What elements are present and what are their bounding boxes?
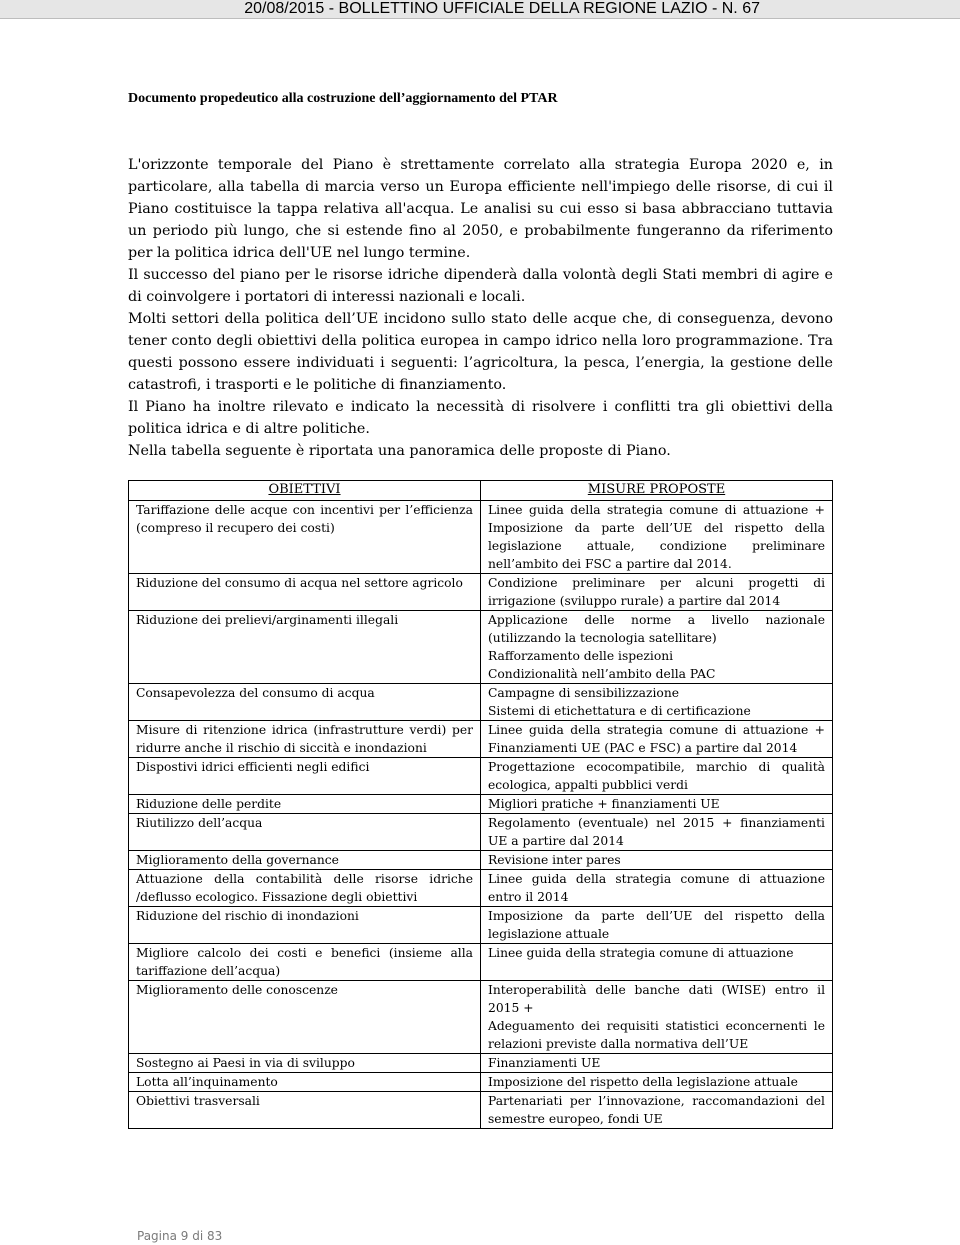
objective-cell: Riduzione dei prelievi/arginamenti illegali [129,611,481,684]
table-row [129,1092,833,1129]
page-number: Pagina 9 di 83 [137,1229,223,1243]
measure-cell: Applicazione delle norme a livello nazionale (utilizzando la tecnologia satellitare) Rafforzamento delle ispezioni Condizionalità nell’ambito della PAC [481,611,833,684]
proposals-table [128,480,833,1129]
table-row [129,611,833,684]
table-row [129,944,833,981]
table-header-row [129,481,833,501]
table-row [129,795,833,814]
table-row [129,814,833,851]
paragraph-5: Nella tabella seguente è riportata una panoramica delle proposte di Piano. [128,443,671,459]
measure-cell: Partenariati per l’innovazione, raccomandazioni del semestre europeo, fondi UE [481,1092,833,1129]
paragraph-3: Molti settori della politica dell’UE incidono sullo stato delle acque che, di conseguenza, devono tener conto degli obiettivi della politica europea in campo idrico nella loro programmazione. Tra questi possono essere individuati i seguenti: l’agricoltura, la pesca, l’energia, la gestione delle catastrofi, i trasporti e le politiche di finanziamento. [128,311,833,393]
objective-cell: Obiettivi trasversali [129,1092,481,1129]
objective-cell: Lotta all’inquinamento [129,1073,481,1092]
measure-cell: Regolamento (eventuale) nel 2015 + finanziamenti UE a partire dal 2014 [481,814,833,851]
table-row [129,574,833,611]
table-row [129,758,833,795]
objective-cell: Migliore calcolo dei costi e benefici (insieme alla tariffazione dell’acqua) [129,944,481,981]
header-obiettivi: OBIETTIVI [129,481,481,501]
measure-cell: Linee guida della strategia comune di attuazione entro il 2014 [481,870,833,907]
objective-cell: Dispostivi idrici efficienti negli edifici [129,758,481,795]
table-row [129,501,833,574]
objective-cell: Riduzione delle perdite [129,795,481,814]
table-row [129,684,833,721]
table-row [129,981,833,1054]
table-row [129,1073,833,1092]
objective-cell: Riduzione del consumo di acqua nel settore agricolo [129,574,481,611]
document-title: Documento propedeutico alla costruzione dell’aggiornamento del PTAR [128,91,558,106]
measure-cell: Revisione inter pares [481,851,833,870]
measure-cell: Imposizione da parte dell’UE del rispetto della legislazione attuale [481,907,833,944]
table-row [129,870,833,907]
measure-cell: Condizione preliminare per alcuni progetti di irrigazione (sviluppo rurale) a partire dal 2014 [481,574,833,611]
objective-cell: Attuazione della contabilità delle risorse idriche /deflusso ecologico. Fissazione degli obiettivi [129,870,481,907]
table-row [129,1054,833,1073]
objective-cell: Riduzione del rischio di inondazioni [129,907,481,944]
measure-cell: Linee guida della strategia comune di attuazione [481,944,833,981]
bulletin-header: 20/08/2015 - BOLLETTINO UFFICIALE DELLA REGIONE LAZIO - N. 67 [244,0,760,17]
objective-cell: Miglioramento della governance [129,851,481,870]
objective-cell: Misure di ritenzione idrica (infrastrutture verdi) per ridurre anche il rischio di siccità e inondazioni [129,721,481,758]
table-row [129,851,833,870]
objective-cell: Consapevolezza del consumo di acqua [129,684,481,721]
measure-cell: Linee guida della strategia comune di attuazione + Imposizione da parte dell’UE del rispetto della legislazione attuale, condizione preliminare nell’ambito dei FSC a partire dal 2014. [481,501,833,574]
paragraph-2: Il successo del piano per le risorse idriche dipenderà dalla volontà degli Stati membri di agire e di coinvolgere i portatori di interessi nazionali e locali. [128,267,833,305]
measure-cell: Interoperabilità delle banche dati (WISE) entro il 2015 + Adeguamento dei requisiti statistici econcernenti le relazioni previste dalla normativa dell’UE [481,981,833,1054]
objective-cell: Tariffazione delle acque con incentivi per l’efficienza (compreso il recupero dei costi) [129,501,481,574]
table-body [129,501,833,1129]
objective-cell: Miglioramento delle conoscenze [129,981,481,1054]
objective-cell: Riutilizzo dell’acqua [129,814,481,851]
table-row [129,721,833,758]
paragraph-4: Il Piano ha inoltre rilevato e indicato la necessità di risolvere i conflitti tra gli obiettivi della politica idrica e di altre politiche. [128,399,833,437]
objective-cell: Sostegno ai Paesi in via di sviluppo [129,1054,481,1073]
measure-cell: Linee guida della strategia comune di attuazione + Finanziamenti UE (PAC e FSC) a partire dal 2014 [481,721,833,758]
measure-cell: Progettazione ecocompatibile, marchio di qualità ecologica, appalti pubblici verdi [481,758,833,795]
measure-cell: Imposizione del rispetto della legislazione attuale [481,1073,833,1092]
paragraph-1: L'orizzonte temporale del Piano è strettamente correlato alla strategia Europa 2020 e, in particolare, alla tabella di marcia verso un Europa efficiente nell'impiego delle risorse, di cui il Piano costituisce la tappa relativa all'acqua. Le analisi su cui esso si basa abbracciano tuttavia un periodo più lungo, che si estende fino al 2050, e probabilmente fungeranno da riferimento per la politica idrica dell'UE nel lungo termine. [128,157,833,261]
body-text [128,154,833,462]
measure-cell: Campagne di sensibilizzazione Sistemi di etichettatura e di certificazione [481,684,833,721]
table-row [129,907,833,944]
header-misure-proposte: MISURE PROPOSTE [481,481,833,501]
measure-cell: Migliori pratiche + finanziamenti UE [481,795,833,814]
measure-cell: Finanziamenti UE [481,1054,833,1073]
